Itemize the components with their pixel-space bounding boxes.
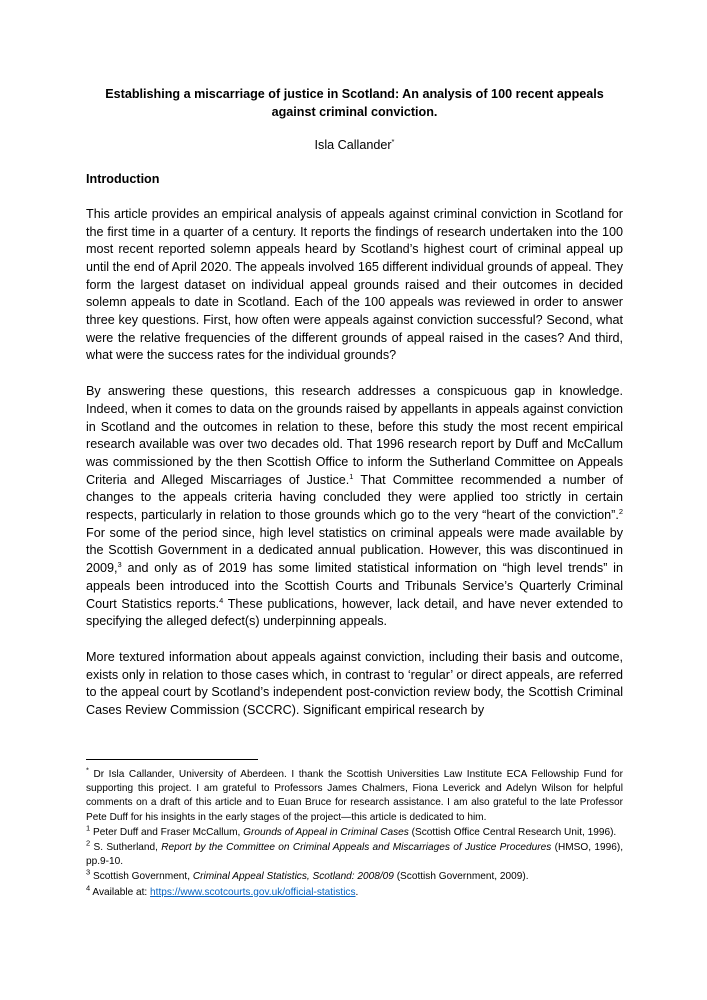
paragraph-1: This article provides an empirical analysis of appeals against criminal conviction in Scotland for the first time in a quarter of a century. It reports the findings of research undertaken into the 100 most recent reported solemn appeals heard by Scotland’s highest court of criminal appeal up until the end of April 2020. The appeals involved 165 different individual grounds of appeal. They form the largest dataset on individual appeal grounds raised and their outcomes in decided solemn appeals to date in Scotland. Each of the 100 appeals was reviewed in order to answer three key questions. First, how often were appeals against conviction successful? Second, what were the relative frequencies of the different grounds of appeal raised in the cases? And third, what were the success rates for the individual grounds? — [86, 206, 623, 363]
footnote-2-mark: 2 — [86, 838, 91, 848]
footnote-1-title: Grounds of Appeal in Criminal Cases — [243, 826, 409, 838]
footnotes-section — [86, 759, 623, 901]
footnote-4 — [86, 883, 623, 900]
footnote-author-mark: * — [86, 765, 89, 775]
footnote-author — [86, 765, 623, 825]
footnote-3-post: (Scottish Government, 2009). — [393, 871, 529, 883]
footnote-3-title: Criminal Appeal Statistics, Scotland: 2008/09 — [192, 871, 394, 883]
footnote-ref-2[interactable]: 2 — [618, 506, 623, 516]
paragraph-2-part-2: That Committee recommended a number of changes to the appeals criteria having concluded they were applied too strictly in certain respects, particularly in relation to those grounds which go to the very “heart of the conviction”. — [86, 472, 623, 523]
footnote-3-mark: 3 — [86, 868, 91, 878]
footnote-2-title: Report by the Committee on Criminal Appeals and Miscarriages of Justice Procedures — [161, 842, 552, 854]
footnote-2 — [86, 838, 623, 869]
footnote-3-pre: Scottish Government, — [90, 871, 193, 883]
footnote-1 — [86, 823, 623, 840]
footnote-1-pre: Peter Duff and Fraser McCallum, — [90, 826, 244, 838]
footnote-4-pre: Available at: — [90, 886, 151, 898]
section-heading: Introduction — [86, 172, 160, 187]
article-title: Establishing a miscarriage of justice in Scotland: An analysis of 100 recent appeals against criminal conviction. — [105, 87, 604, 119]
footnote-ref-1[interactable]: 1 — [349, 471, 354, 481]
footnote-4-mark: 4 — [86, 883, 91, 893]
footnote-author-text: Dr Isla Callander, University of Aberdeen. I thank the Scottish Universities Law Institute ECA Fellowship Fund for supporting this project. I am grateful to Professors James Chalmers, Fiona Leverick and Adelyn Wilson for helpful comments on a draft of this article and to Euan Bruce for research assistance. I am also grateful to the late Professor Pete Duff for his insights in the early stages of the project—this article is dedicated to him. — [86, 769, 623, 823]
paragraph-2-part-3: For some of the period since, high level statistics on criminal appeals were made available by the Scottish Government in a dedicated annual publication. However, this was discontinued in 2009, — [86, 525, 623, 576]
footnote-ref-3[interactable]: 3 — [117, 559, 122, 569]
paragraph-2-part-4: and only as of 2019 has some limited statistical information on “high level trends” in appeals been introduced into the Scottish Courts and Tribunals Service’s Quarterly Criminal Court Statistics reports. — [86, 561, 623, 611]
footnote-2-pre: S. Sutherland, — [90, 842, 162, 854]
paragraph-3: More textured information about appeals against conviction, including their basis and outcome, exists only in relation to those cases which, in contrast to ‘regular’ or direct appeals, are referred to the appeal court by Scotland’s independent post-conviction review body, the Scottish Criminal Cases Review Commission (SCCRC). Significant empirical research by — [86, 649, 623, 718]
paragraph-2-part-1: By answering these questions, this research addresses a conspicuous gap in knowledge. Indeed, when it comes to data on the grounds raised by appellants in appeals against conviction in Scotland and the outcomes in relation to these, before this study the most recent empirical research available was over two decades old. That 1996 research report by Duff and McCallum was commissioned by the then Scottish Office to inform the Sutherland Committee on Appeals Criteria and Alleged Miscarriages of Justice. — [86, 384, 623, 487]
statistics-link[interactable]: https://www.scotcourts.gov.uk/official-statistics — [150, 886, 356, 898]
author-line — [86, 137, 623, 155]
article-body — [86, 86, 623, 738]
footnote-2-post: (HMSO, 1996), pp.9-10. — [86, 842, 623, 868]
footnote-3 — [86, 870, 623, 884]
footnote-1-post: (Scottish Office Central Research Unit, 1996). — [408, 826, 617, 838]
footnote-4-post: . — [355, 886, 359, 898]
footnote-separator — [86, 759, 258, 760]
author-name: Isla Callander — [314, 138, 392, 153]
author-footnote-mark[interactable]: * — [391, 137, 395, 147]
footnote-1-mark: 1 — [86, 823, 91, 833]
footnote-ref-4[interactable]: 4 — [219, 595, 224, 605]
paragraph-2 — [86, 383, 623, 631]
paragraph-2-part-5: These publications, however, lack detail, and have never extended to specifying the alleged defect(s) underpinning appeals. — [86, 596, 623, 629]
